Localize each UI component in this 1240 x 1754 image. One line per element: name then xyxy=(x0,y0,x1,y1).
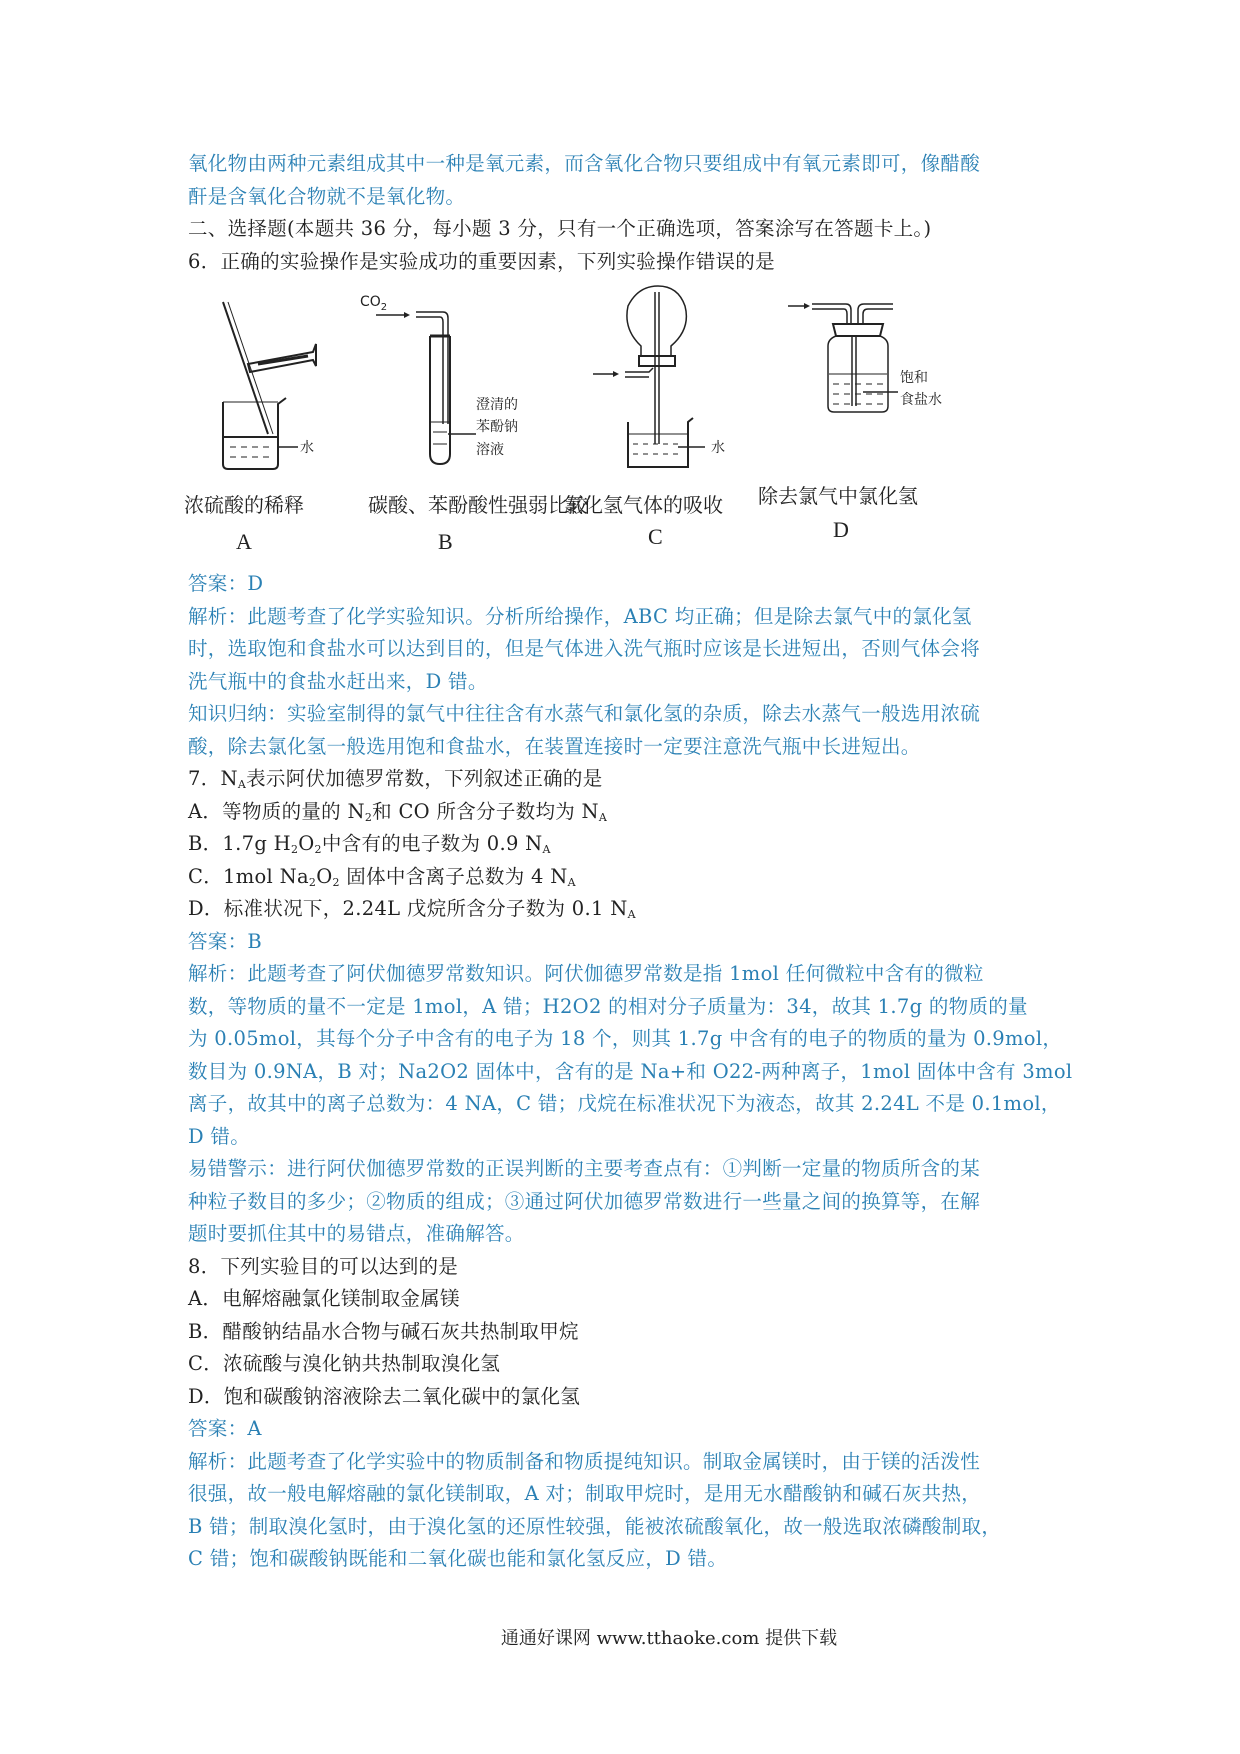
intro-line: 氧化物由两种元素组成其中一种是氧元素，而含氧化合物只要组成中有氧元素即可，像醋酸 xyxy=(188,152,981,175)
figure-a-caption: 浓硫酸的稀释 xyxy=(184,493,304,517)
q7-option-d: D．标准状况下，2.24L 戊烷所含分子数为 0.1 $N_A$ xyxy=(188,897,636,921)
footer-text: 通通好课网 www.tthaoke.com 提供下载 xyxy=(500,1628,838,1649)
q6-summary-line: 酸，除去氯化氢一般选用饱和食盐水，在装置连接时一定要注意洗气瓶中长进短出。 xyxy=(188,734,921,758)
q6-figures xyxy=(184,284,1068,564)
q6-summary-line: 知识归纳：实验室制得的氯气中往往含有水蒸气和氯化氢的杂质，除去水蒸气一般选用浓硫 xyxy=(188,702,981,725)
water-label: 水 xyxy=(300,440,314,456)
q7-analysis-line: 离子，故其中的离子总数为：4 NA，C 错；戊烷在标准状况下为液态，故其 2.24L 不是 0.1mol， xyxy=(188,1092,1061,1115)
q7-stem: 7．$N_A$表示阿伏加德罗常数，下列叙述正确的是 xyxy=(188,767,603,791)
q8-analysis-line: 解析：此题考查了化学实验中的物质制备和物质提纯知识。制取金属镁时，由于镁的活泼性 xyxy=(188,1449,981,1473)
svg-text:溶液: 溶液 xyxy=(476,442,504,458)
svg-text:饱和: 饱和 xyxy=(900,370,928,386)
figure-c-letter: C xyxy=(648,524,663,549)
q7-option-a: A．等物质的量的 $N_2$和 CO 所含分子数均为 $N_A$ xyxy=(188,799,608,824)
figure-d xyxy=(758,284,968,542)
intro-line: 酐是含氧化合物就不是氧化物。 xyxy=(188,184,466,208)
page-footer xyxy=(0,1624,1240,1650)
q8-option-a: A．电解熔融氯化镁制取金属镁 xyxy=(188,1287,460,1310)
q8-analysis-line: B 错；制取溴化氢时，由于溴化氢的还原性较强，能被浓硫酸氧化，故一般选取浓磷酸制取， xyxy=(188,1514,1002,1538)
q7-analysis-line: 数目为 0.9NA，B 对；Na2O2 固体中，含有的是 Na+和 O22-两种离子，1mol 固体中含有 3mol xyxy=(188,1059,1073,1083)
gas-absorption-illustration xyxy=(583,284,763,484)
figure-c-caption: 氯化氢气体的吸收 xyxy=(563,493,723,517)
q8-stem: 8．下列实验目的可以达到的是 xyxy=(188,1254,459,1278)
section-heading: 二、选择题(本题共 36 分，每小题 3 分，只有一个正确选项，答案涂写在答题卡上。) xyxy=(188,217,932,240)
figure-d-caption: 除去氯气中氯化氢 xyxy=(758,484,918,508)
figure-b-letter: B xyxy=(438,529,453,554)
q8-option-b: B．醋酸钠结晶水合物与碱石灰共热制取甲烷 xyxy=(188,1319,579,1343)
gas-washing-bottle-illustration xyxy=(788,284,968,484)
document-page xyxy=(184,148,1073,1576)
figure-c xyxy=(563,284,763,549)
svg-text:食盐水: 食盐水 xyxy=(900,392,942,408)
q6-stem: 6．正确的实验操作是实验成功的重要因素，下列实验操作错误的是 xyxy=(188,249,775,273)
figure-b xyxy=(338,284,588,554)
q7-analysis-line: 解析：此题考查了阿伏伽德罗常数知识。阿伏伽德罗常数是指 1mol 任何微粒中含有的微粒 xyxy=(188,962,984,985)
q7-option-b: B．1.7g $H_2O_2$中含有的电子数为 0.9 $N_A$ xyxy=(188,832,551,856)
svg-text:澄清的: 澄清的 xyxy=(476,397,518,413)
figure-b-caption: 碳酸、苯酚酸性强弱比较 xyxy=(368,493,588,517)
q6-analysis-line: 解析：此题考查了化学实验知识。分析所给操作，ABC 均正确；但是除去氯气中的氯化氢 xyxy=(188,604,972,628)
q8-analysis-line: C 错；饱和碳酸钠既能和二氧化碳也能和氯化氢反应，D 错。 xyxy=(188,1547,728,1570)
q7-warning-line: 题时要抓住其中的易错点，准确解答。 xyxy=(188,1222,525,1245)
q7-answer: 答案：B xyxy=(188,929,263,953)
q7-option-c: C．1mol $Na_2O_2$ 固体中含离子总数为 4 $N_A$ xyxy=(188,864,576,889)
svg-text:苯酚钠: 苯酚钠 xyxy=(476,419,518,435)
q7-warning-line: 种粒子数目的多少；②物质的组成；③通过阿伏加德罗常数进行一些量之间的换算等，在解 xyxy=(188,1189,981,1213)
q6-analysis-line: 洗气瓶中的食盐水赶出来，D 错。 xyxy=(188,669,488,693)
figure-a-letter: A xyxy=(236,529,252,554)
co2-label: $CO_2$ xyxy=(360,294,388,313)
beaker-dilution-illustration xyxy=(188,284,338,484)
q7-analysis-line: 数，等物质的量不一定是 1mol，A 错；H2O2 的相对分子质量为：34，故其 1.7g 的物质的量 xyxy=(188,994,1028,1018)
q8-option-d: D．饱和碳酸钠溶液除去二氧化碳中的氯化氢 xyxy=(188,1384,581,1408)
svg-text:水: 水 xyxy=(711,440,725,456)
q6-answer: 答案：D xyxy=(188,572,264,595)
q8-analysis-line: 很强，故一般电解熔融的氯化镁制取，A 对；制取甲烷时，是用无水醋酸钠和碱石灰共热， xyxy=(188,1482,982,1505)
q7-warning-line: 易错警示：进行阿伏伽德罗常数的正误判断的主要考查点有：①判断一定量的物质所含的某 xyxy=(188,1157,981,1180)
q7-analysis-line: D 错。 xyxy=(188,1124,251,1148)
figure-a xyxy=(184,284,338,554)
q7-analysis-line: 为 0.05mol，其每个分子中含有的电子为 18 个，则其 1.7g 中含有的电子的物质的量为 0.9mol， xyxy=(188,1027,1063,1050)
figure-d-letter: D xyxy=(833,517,849,542)
q8-option-c: C．浓硫酸与溴化钠共热制取溴化氢 xyxy=(188,1352,501,1375)
q8-answer: 答案：A xyxy=(188,1417,262,1440)
test-tube-illustration xyxy=(338,284,538,484)
q6-analysis-line: 时，选取饱和食盐水可以达到目的，但是气体进入洗气瓶时应该是长进短出，否则气体会将 xyxy=(188,637,981,660)
